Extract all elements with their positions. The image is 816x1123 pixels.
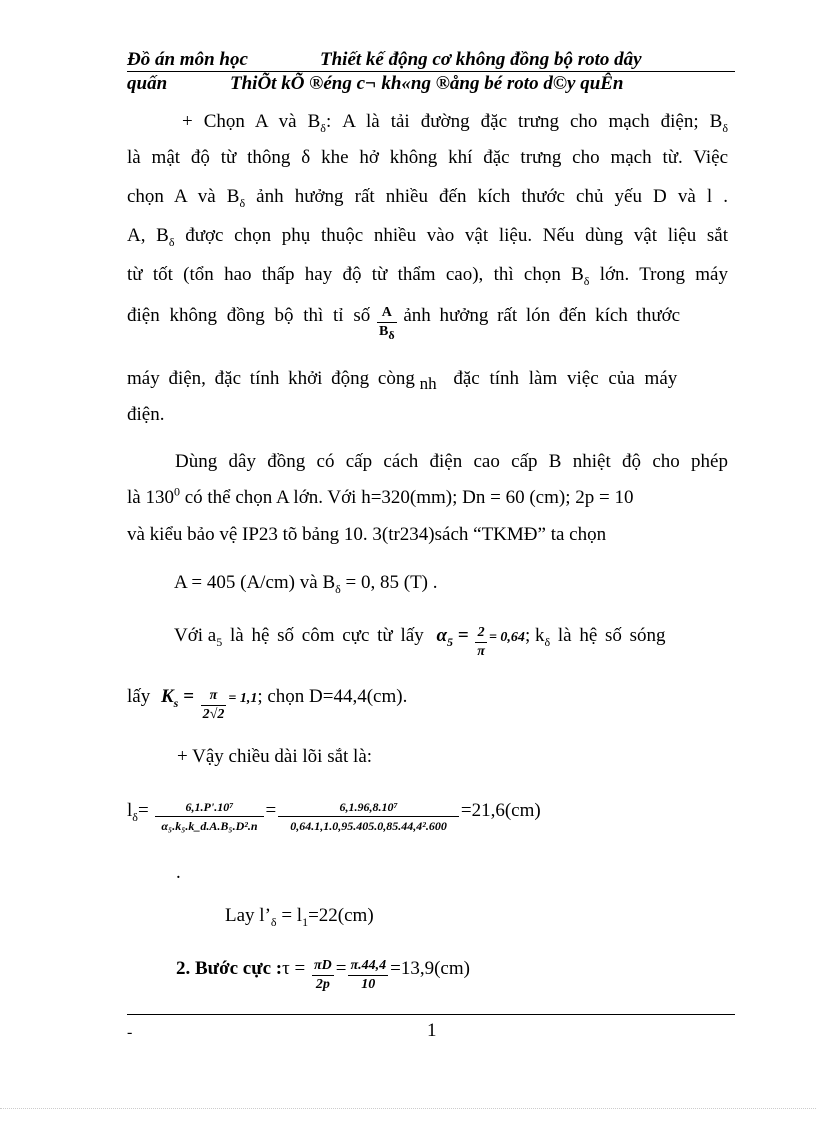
page-edge-dots (0, 1108, 816, 1109)
alpha-formula: $\alpha_5$ = $\frac{2}{\pi}$ = 0,64 (436, 625, 525, 659)
para2-line2: là $130^0$ có thể chọn A lớn. Với h=320(mm); Dn = 60 (cm); 2p = 10 (127, 484, 634, 508)
section-pole-pitch: 2. Bước cực :τ = $\frac{\pi D}{2p}$ = $\frac{\pi.44,4}{10}$ =13,9(cm) (176, 958, 470, 992)
para4-line2: lấy $K_s$ = $\frac{\pi}{2√2}$ = 1,1; chọn D=44,4(cm). (127, 686, 408, 722)
section-title: 2. Bước cực : (176, 958, 283, 979)
para3: A = 405 (A/cm) và $B_\delta = 0$, 85 (T) . (174, 572, 438, 596)
para1-line7: máy điện, đặc tính khởi động còng $_{nh}$ đặc tính làm việc của máy (127, 368, 678, 393)
header-course: Đồ án môn học (127, 49, 248, 70)
para1-line1: + Chọn A và $B_\delta$: A là tải đường đặc trưng cho mạch điện; $B_\delta$ (182, 111, 728, 135)
page-number: 1 (427, 1020, 437, 1041)
stray-dot: . (176, 862, 181, 883)
para1-line3: chọn A và $B_\delta$ ảnh hưởng rất nhiều đến kích thước chủ yếu D và l . (127, 186, 729, 210)
core-length-formula: $l_\delta=$ $\frac{\text{6,1.P'.10⁷}}{\text{α₅.k₅.k\_d.A.B₅.D².n}}$ = $\frac{\text{6,1.96,8.10⁷}}{\text{0,64.1,1.0,95.405.0,85.44,4².600}}$ =21,6(cm) (127, 800, 541, 833)
para2-line1: Dùng dây đồng có cấp cách điện cao cấp B nhiệt độ cho phép (175, 451, 728, 472)
para1-line4: A, $B_\delta$ được chọn phụ thuộc nhiều vào vật liệu. Nếu dùng vật liệu sắt (127, 225, 728, 249)
ks-formula: $K_s$ = $\frac{\pi}{2√2}$ = 1,1 (160, 686, 258, 722)
header-title: Thiết kế động cơ không đồng bộ roto dây (320, 49, 642, 70)
para1-line8: điện. (127, 404, 165, 425)
para1-line6: điện không đồng bộ thì tỉ số $\frac{A}{B_\delta}$ ảnh hưởng rất lón đến kích thước (127, 305, 681, 342)
para1-line2: là mật độ từ thông δ khe hở không khí đặc trưng cho mạch từ. Việc (127, 147, 728, 168)
para4-line1: Với $a_5$ là hệ số côm cực từ lấy $\alpha_5$ = $\frac{2}{\pi}$ = 0,64; $k_\delta$ là hệ số sóng (174, 625, 666, 659)
header-title-encoded: ThiÕt kÕ ®éng c¬ kh«ng ®ång bé roto d©y quÊn (230, 73, 624, 94)
lay-line: Lay $l’_\delta = l_1=22(cm)$ (225, 905, 374, 929)
header-title-continued: quấn (127, 73, 168, 94)
header-line-2 (127, 73, 735, 95)
para1-line5: từ tốt (tổn hao thấp hay độ từ thẩm cao), thì chọn $B_\delta$ lớn. Trong máy (127, 264, 728, 288)
footer-dash: - (127, 1024, 133, 1041)
para2-line3: và kiểu bảo vệ IP23 tõ bảng 10. 3(tr234)sách “TKMĐ” ta chọn (127, 524, 607, 545)
header-rule (127, 71, 735, 72)
header-line-1 (127, 49, 735, 71)
para5: + Vậy chiều dài lõi sắt là: (177, 746, 373, 767)
ratio-fraction: $\frac{A}{B_\delta}$ (378, 305, 395, 342)
footer-rule (127, 1014, 735, 1015)
